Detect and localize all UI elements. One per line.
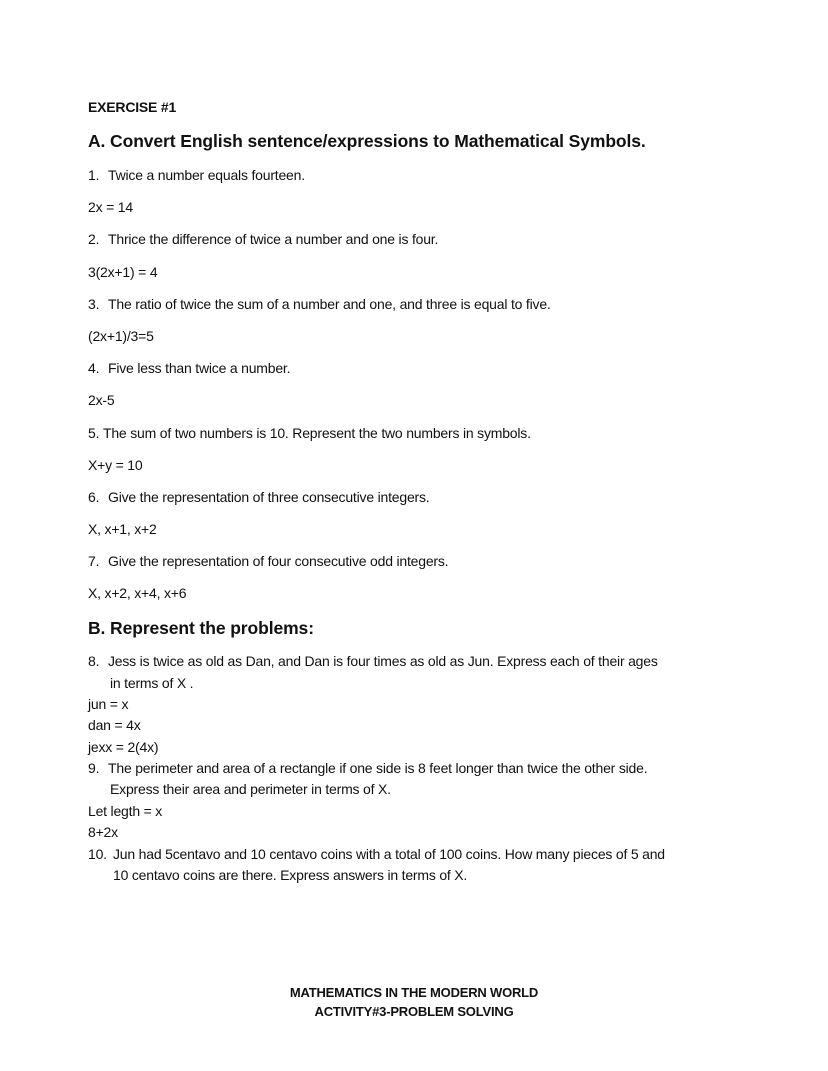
question-4	[88, 359, 290, 377]
question-number: 6.	[88, 489, 100, 505]
question-number: 7.	[88, 553, 100, 569]
answer-6: X, x+1, x+2	[88, 521, 157, 537]
question-8-line1	[88, 652, 658, 670]
answer-4: 2x-5	[88, 392, 115, 408]
question-number: 2.	[88, 231, 100, 247]
question-1	[88, 166, 305, 184]
question-text: Give the representation of four consecutive odd integers.	[108, 553, 449, 569]
answer-7: X, x+2, x+4, x+6	[88, 585, 187, 601]
answer-9-line2: 8+2x	[88, 824, 118, 840]
question-number: 9.	[88, 760, 100, 776]
question-10-line2: 10 centavo coins are there. Express answers in terms of X.	[113, 867, 468, 883]
answer-9-line1: Let legth = x	[88, 803, 163, 819]
question-7	[88, 552, 448, 570]
question-text: Thrice the difference of twice a number and one is four.	[108, 231, 439, 247]
question-5	[88, 424, 531, 442]
answer-5: X+y = 10	[88, 457, 143, 473]
section-b-heading: B. Represent the problems:	[88, 618, 314, 638]
footer-course-title: MATHEMATICS IN THE MODERN WORLD	[289, 985, 539, 1000]
question-number: 3.	[88, 296, 100, 312]
question-text: Jun had 5centavo and 10 centavo coins with a total of 100 coins. How many pieces of 5 and	[113, 846, 665, 862]
question-text: Jess is twice as old as Dan, and Dan is four times as old as Jun. Express each of their ages	[108, 653, 658, 669]
question-number: 1.	[88, 167, 100, 183]
question-number: 8.	[88, 653, 100, 669]
question-9-line1	[88, 759, 647, 777]
question-number: 4.	[88, 360, 100, 376]
question-number: 10.	[88, 846, 107, 862]
answer-2: 3(2x+1) = 4	[88, 264, 158, 280]
question-9-line2: Express their area and perimeter in terms of X.	[110, 781, 391, 797]
question-text: Give the representation of three consecutive integers.	[108, 489, 430, 505]
question-2	[88, 230, 438, 248]
question-text: Twice a number equals fourteen.	[108, 167, 305, 183]
question-10-line1	[88, 845, 665, 863]
question-3	[88, 295, 551, 313]
footer-activity-title: ACTIVITY#3-PROBLEM SOLVING	[314, 1004, 514, 1019]
question-text: The perimeter and area of a rectangle if one side is 8 feet longer than twice the other side.	[108, 760, 648, 776]
answer-8-line1: jun = x	[88, 696, 129, 712]
question-6	[88, 488, 430, 506]
question-number: 5.	[88, 425, 100, 441]
answer-8-line2: dan = 4x	[88, 717, 141, 733]
question-text: The ratio of twice the sum of a number and one, and three is equal to five.	[108, 296, 551, 312]
question-8-line2: in terms of X .	[110, 675, 194, 691]
exercise-title: EXERCISE #1	[88, 99, 177, 115]
answer-8-line3: jexx = 2(4x)	[88, 739, 159, 755]
section-a-heading: A. Convert English sentence/expressions to Mathematical Symbols.	[88, 131, 646, 151]
answer-3: (2x+1)/3=5	[88, 328, 154, 344]
answer-1: 2x = 14	[88, 199, 133, 215]
question-text: Five less than twice a number.	[108, 360, 291, 376]
question-text: The sum of two numbers is 10. Represent the two numbers in symbols.	[102, 425, 531, 441]
